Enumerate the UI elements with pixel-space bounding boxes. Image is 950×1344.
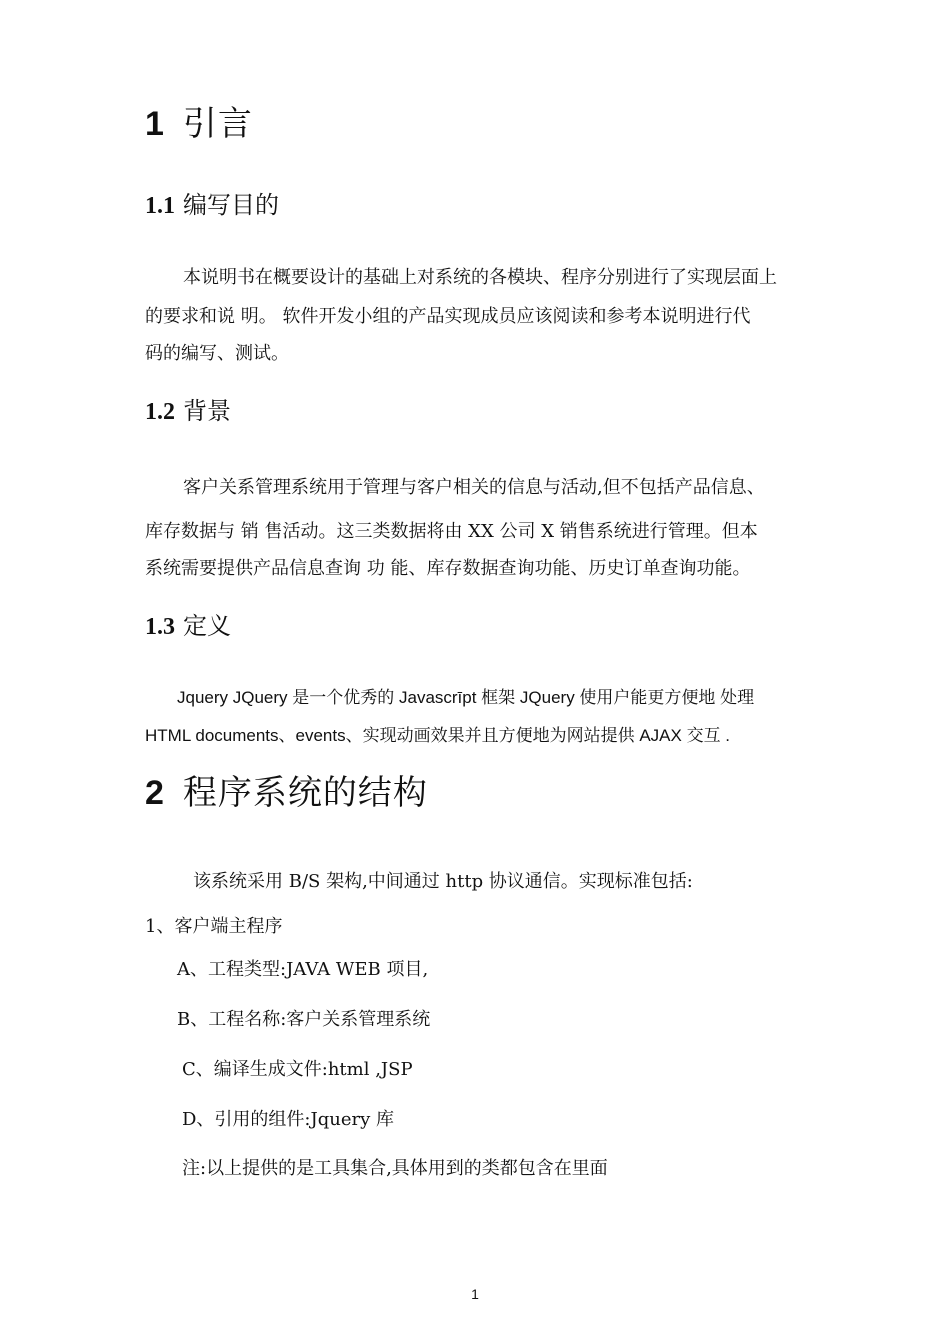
heading-number: 1.3	[145, 614, 175, 640]
heading-section-1-3	[145, 611, 231, 642]
heading-title: 程序系统的结构	[182, 773, 428, 813]
sub-item-project-type: A、工程类型:JAVA WEB 项目,	[177, 959, 429, 980]
heading-title: 引言	[182, 104, 253, 144]
paragraph-background-line-1: 客户关系管理系统用于管理与客户相关的信息与活动,但不包括产品信息、	[183, 477, 765, 498]
heading-section-1-1	[145, 190, 279, 221]
paragraph-definition-line-2: HTML documents、events、实现动画效果并且方便地为网站提供 AJAX 交互 .	[145, 726, 731, 745]
heading-number: 2	[145, 774, 165, 812]
sub-item-components: D、引用的组件:Jquery 库	[182, 1109, 394, 1130]
sub-item-output-files: C、编译生成文件:html ,JSP	[182, 1059, 413, 1080]
list-item-client-program: 1、客户端主程序	[145, 916, 283, 937]
heading-number: 1.1	[145, 193, 175, 219]
sub-item-project-name: B、工程名称:客户关系管理系统	[177, 1009, 431, 1030]
heading-section-2	[145, 773, 428, 813]
heading-section-1	[145, 104, 253, 144]
sub-item-note: 注:以上提供的是工具集合,具体用到的类都包含在里面	[182, 1158, 608, 1179]
page-number: 1	[471, 1286, 479, 1302]
heading-number: 1.2	[145, 399, 175, 425]
heading-section-1-2	[145, 396, 231, 427]
heading-title: 定义	[183, 612, 231, 640]
paragraph-purpose-line-2: 的要求和说 明。 软件开发小组的产品实现成员应该阅读和参考本说明进行代	[145, 306, 751, 327]
heading-number: 1	[145, 105, 165, 143]
paragraph-background-line-3: 系统需要提供产品信息查询 功 能、库存数据查询功能、历史订单查询功能。	[145, 558, 751, 579]
paragraph-definition-line-1: Jquery JQuery 是一个优秀的 Javascrīpt 框架 JQuery 使用户能更方便地 处理	[177, 688, 755, 707]
heading-title: 编写目的	[183, 191, 279, 219]
paragraph-background-line-2: 库存数据与 销 售活动。这三类数据将由 XX 公司 X 销售系统进行管理。但本	[145, 521, 758, 542]
paragraph-purpose-line-1: 本说明书在概要设计的基础上对系统的各模块、程序分别进行了实现层面上	[183, 267, 777, 288]
paragraph-purpose-line-3: 码的编写、测试。	[145, 343, 289, 364]
paragraph-structure-intro: 该系统采用 B/S 架构,中间通过 http 协议通信。实现标准包括:	[193, 871, 693, 892]
heading-title: 背景	[183, 397, 231, 425]
